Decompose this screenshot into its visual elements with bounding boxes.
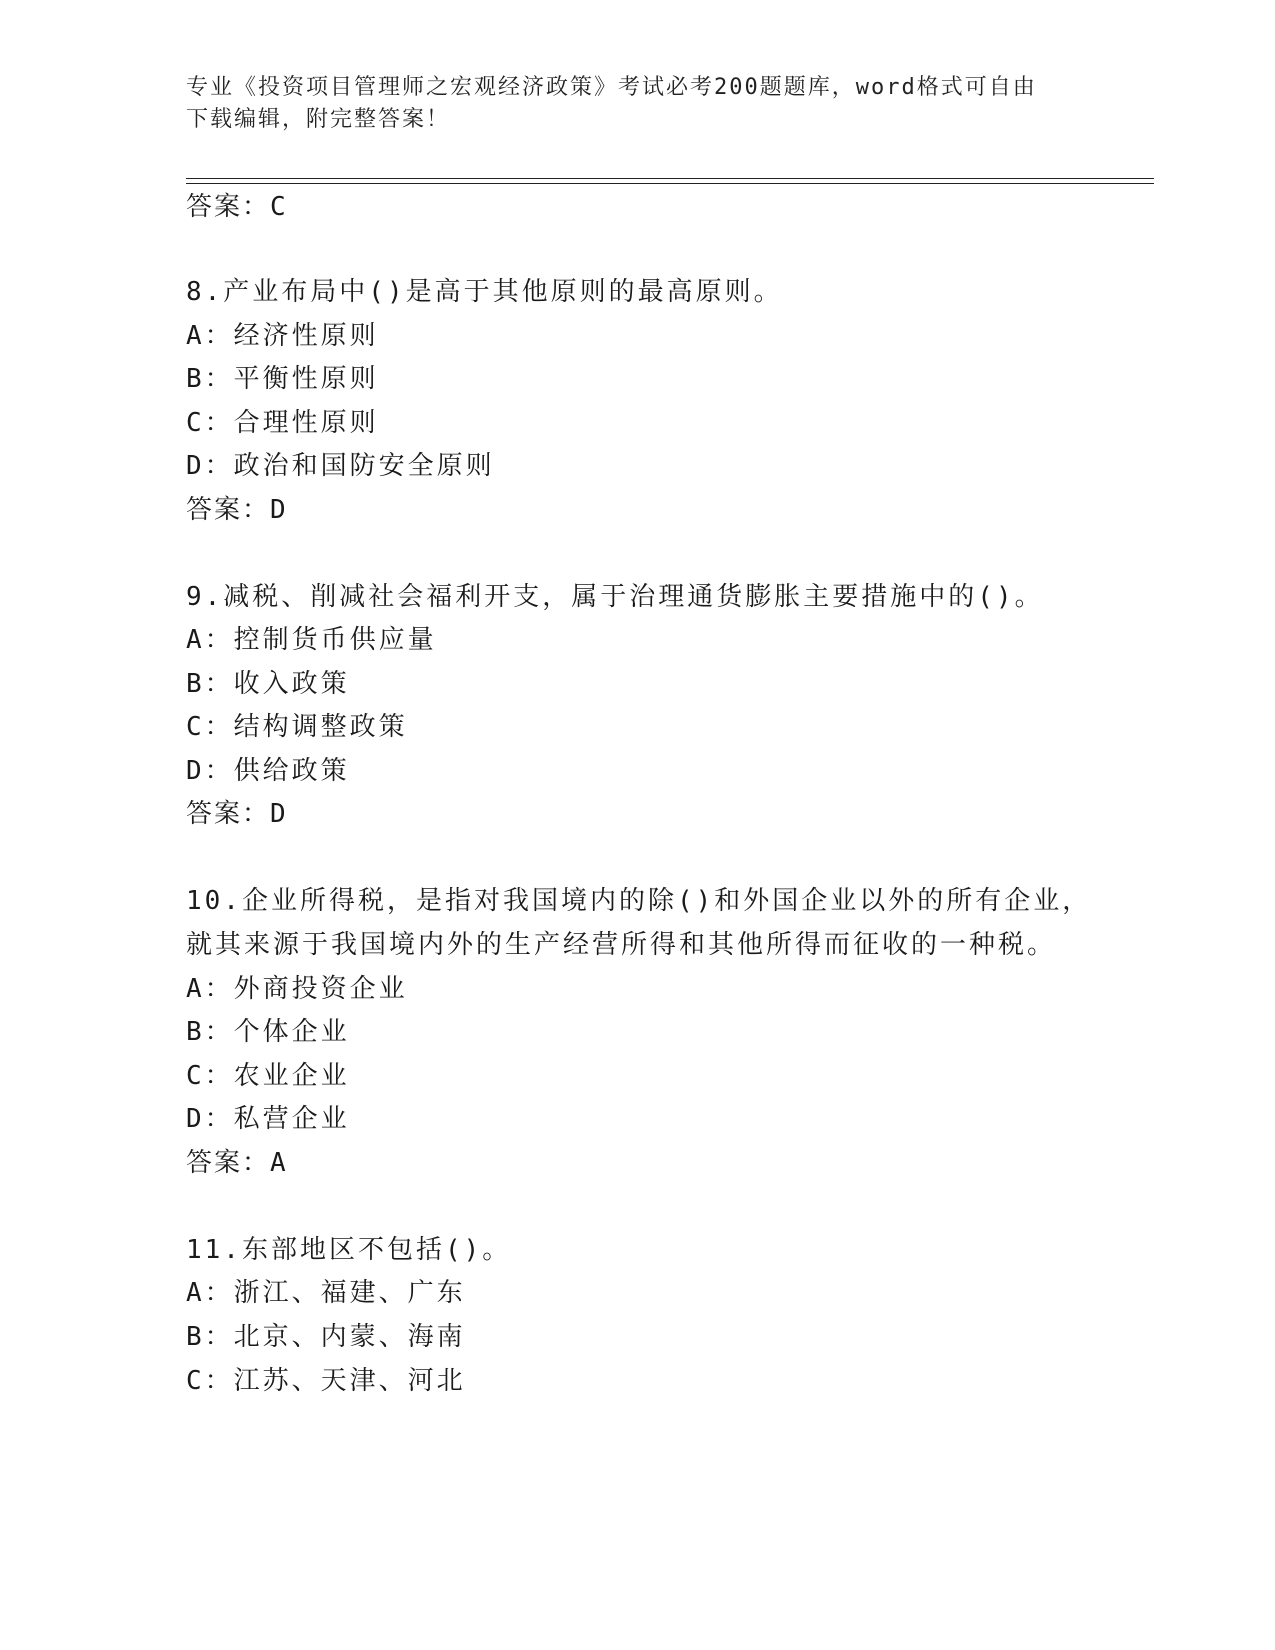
option-c: C：江苏、天津、河北: [186, 1366, 466, 1396]
question-stem-continued: 就其来源于我国境内外的生产经营所得和其他所得而征收的一种税。: [186, 930, 1057, 960]
option-a: A：外商投资企业: [186, 974, 408, 1004]
option-b: B：收入政策: [186, 669, 350, 699]
option-d: D：政治和国防安全原则: [186, 451, 495, 481]
option-c: C：结构调整政策: [186, 712, 408, 742]
question-stem: 10.企业所得税，是指对我国境内的除()和外国企业以外的所有企业，: [186, 886, 1092, 916]
option-b: B：北京、内蒙、海南: [186, 1322, 466, 1352]
header-line-2: 下载编辑，附完整答案！: [186, 107, 451, 132]
option-d: D：私营企业: [186, 1104, 350, 1134]
header-rule-bottom: [186, 183, 1154, 184]
option-a: A：控制货币供应量: [186, 625, 437, 655]
option-b: B：个体企业: [186, 1017, 350, 1047]
option-d: D：供给政策: [186, 756, 350, 786]
option-a: A：经济性原则: [186, 321, 379, 351]
header-rule-top: [186, 178, 1154, 179]
answer-line: 答案：D: [186, 495, 288, 525]
question-stem: 8.产业布局中()是高于其他原则的最高原则。: [186, 277, 783, 307]
answer-line: 答案：C: [186, 192, 288, 222]
document-header: [186, 72, 1066, 136]
answer-line: 答案：A: [186, 1148, 288, 1178]
option-b: B：平衡性原则: [186, 364, 379, 394]
option-c: C：农业企业: [186, 1061, 350, 1091]
question-stem: 11.东部地区不包括()。: [186, 1235, 512, 1265]
header-line-1: 专业《投资项目管理师之宏观经济政策》考试必考200题题库，word格式可自由: [186, 75, 1037, 100]
question-stem: 9.减税、削减社会福利开支，属于治理通货膨胀主要措施中的()。: [186, 582, 1044, 612]
answer-line: 答案：D: [186, 799, 288, 829]
option-c: C：合理性原则: [186, 408, 379, 438]
option-a: A：浙江、福建、广东: [186, 1278, 466, 1308]
